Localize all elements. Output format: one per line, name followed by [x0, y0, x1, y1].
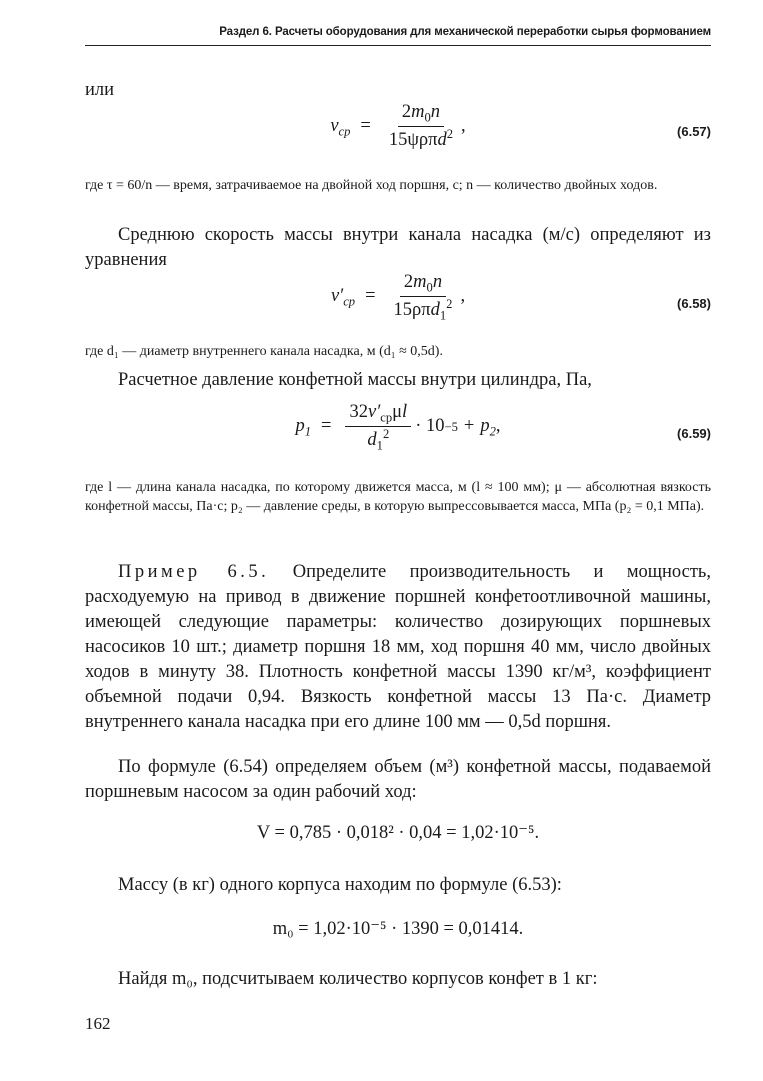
eq658-lhs: $v'_{ср}$: [330, 286, 356, 309]
eq657-lhs: $v_{ср}$: [330, 116, 351, 139]
paragraph-volume: По формуле (6.54) определяем объем (м³) конфетной массы, подаваемой поршневым насосом за один рабочий ход:: [85, 757, 711, 802]
equation-6-57: $v_{ср}$ = $\frac{2m_0n}{15\psi\rho\pi d^2}$ , (6.57): [330, 102, 711, 150]
note-6-57: где τ = 60/n — время, затрачиваемое на двойной ход поршня, с; n — количество двойных ходов.: [85, 178, 658, 193]
paragraph-pressure: Расчетное давление конфетной массы внутри цилиндра, Па,: [118, 370, 592, 390]
equation-6-58: $v'_{ср}$ = $\frac{2m_0n}{15\rho\pi d_1^2}$ , (6.58): [330, 272, 711, 323]
eq659-lhs: $p_1$: [295, 416, 312, 439]
paragraph-mean-speed: Среднюю скорость массы внутри канала насадка (м/с) определяют из уравнения: [85, 225, 711, 270]
paragraph-count: Найдя m₀, подсчитываем количество корпусов конфет в 1 кг:: [118, 969, 598, 989]
calc-mass: m₀ = 1,02·10⁻⁵ · 1390 = 0,01414.: [272, 919, 524, 939]
equation-number-6-58: (6.58): [677, 296, 711, 311]
running-header: Раздел 6. Расчеты оборудования для механической переработки сырья формованием: [219, 26, 711, 38]
intro-word: или: [85, 80, 115, 100]
calc-volume: V = 0,785 · 0,018² · 0,04 = 1,02·10⁻⁵.: [256, 823, 540, 843]
equation-number-6-57: (6.57): [677, 124, 711, 139]
note-6-58: где d₁ — диаметр внутреннего канала насадка, м (d₁ ≈ 0,5d).: [85, 344, 443, 359]
eq657-fraction: $\frac{2m_0n}{15\psi\rho\pi d^2}$: [388, 102, 454, 150]
paragraph-mass: Массу (в кг) одного корпуса находим по формуле (6.53):: [118, 875, 562, 895]
header-rule: [85, 45, 711, 46]
equation-6-59: $p_1$ = $\frac{32v'_{ср}\mu l}{d_1^2}$ · 10 −5 + $p_2$ , (6.59): [295, 402, 711, 453]
eq658-fraction: $\frac{2m_0n}{15\rho\pi d_1^2}$: [393, 272, 453, 323]
example-6-5: [85, 560, 711, 735]
equation-number-6-59: (6.59): [677, 426, 711, 441]
note-6-59: где l — длина канала насадка, по которому движется масса, м (l ≈ 100 мм); μ — абсолютная вязкость конфетной массы, Па·с; p₂ — давление среды, в которую выпрессовывается масса, МПа (p₂ = 0,1 МПа).: [85, 480, 711, 514]
eq659-fraction: $\frac{32v'_{ср}\mu l}{d_1^2}$: [345, 402, 411, 451]
example-text: Определите производительность и мощность, расходуемую на привод в движение поршней конфетоотливочной машины, имеющей следующие параметры: количество дозирующих поршневых насосиков 10 шт.; диаметр поршня 18 мм, ход поршня 40 мм, число двойных ходов в минуту 38. Плотность конфетной массы 1390 кг/м³, коэффициент объемной подачи 0,94. Вязкость конфетной массы 13 Па·с. Диаметр внутреннего канала насадка при его длине 100 мм — 0,5d поршня.: [85, 562, 711, 732]
page-number: 162: [85, 1014, 111, 1033]
example-label: Пример 6.5.: [118, 562, 270, 582]
